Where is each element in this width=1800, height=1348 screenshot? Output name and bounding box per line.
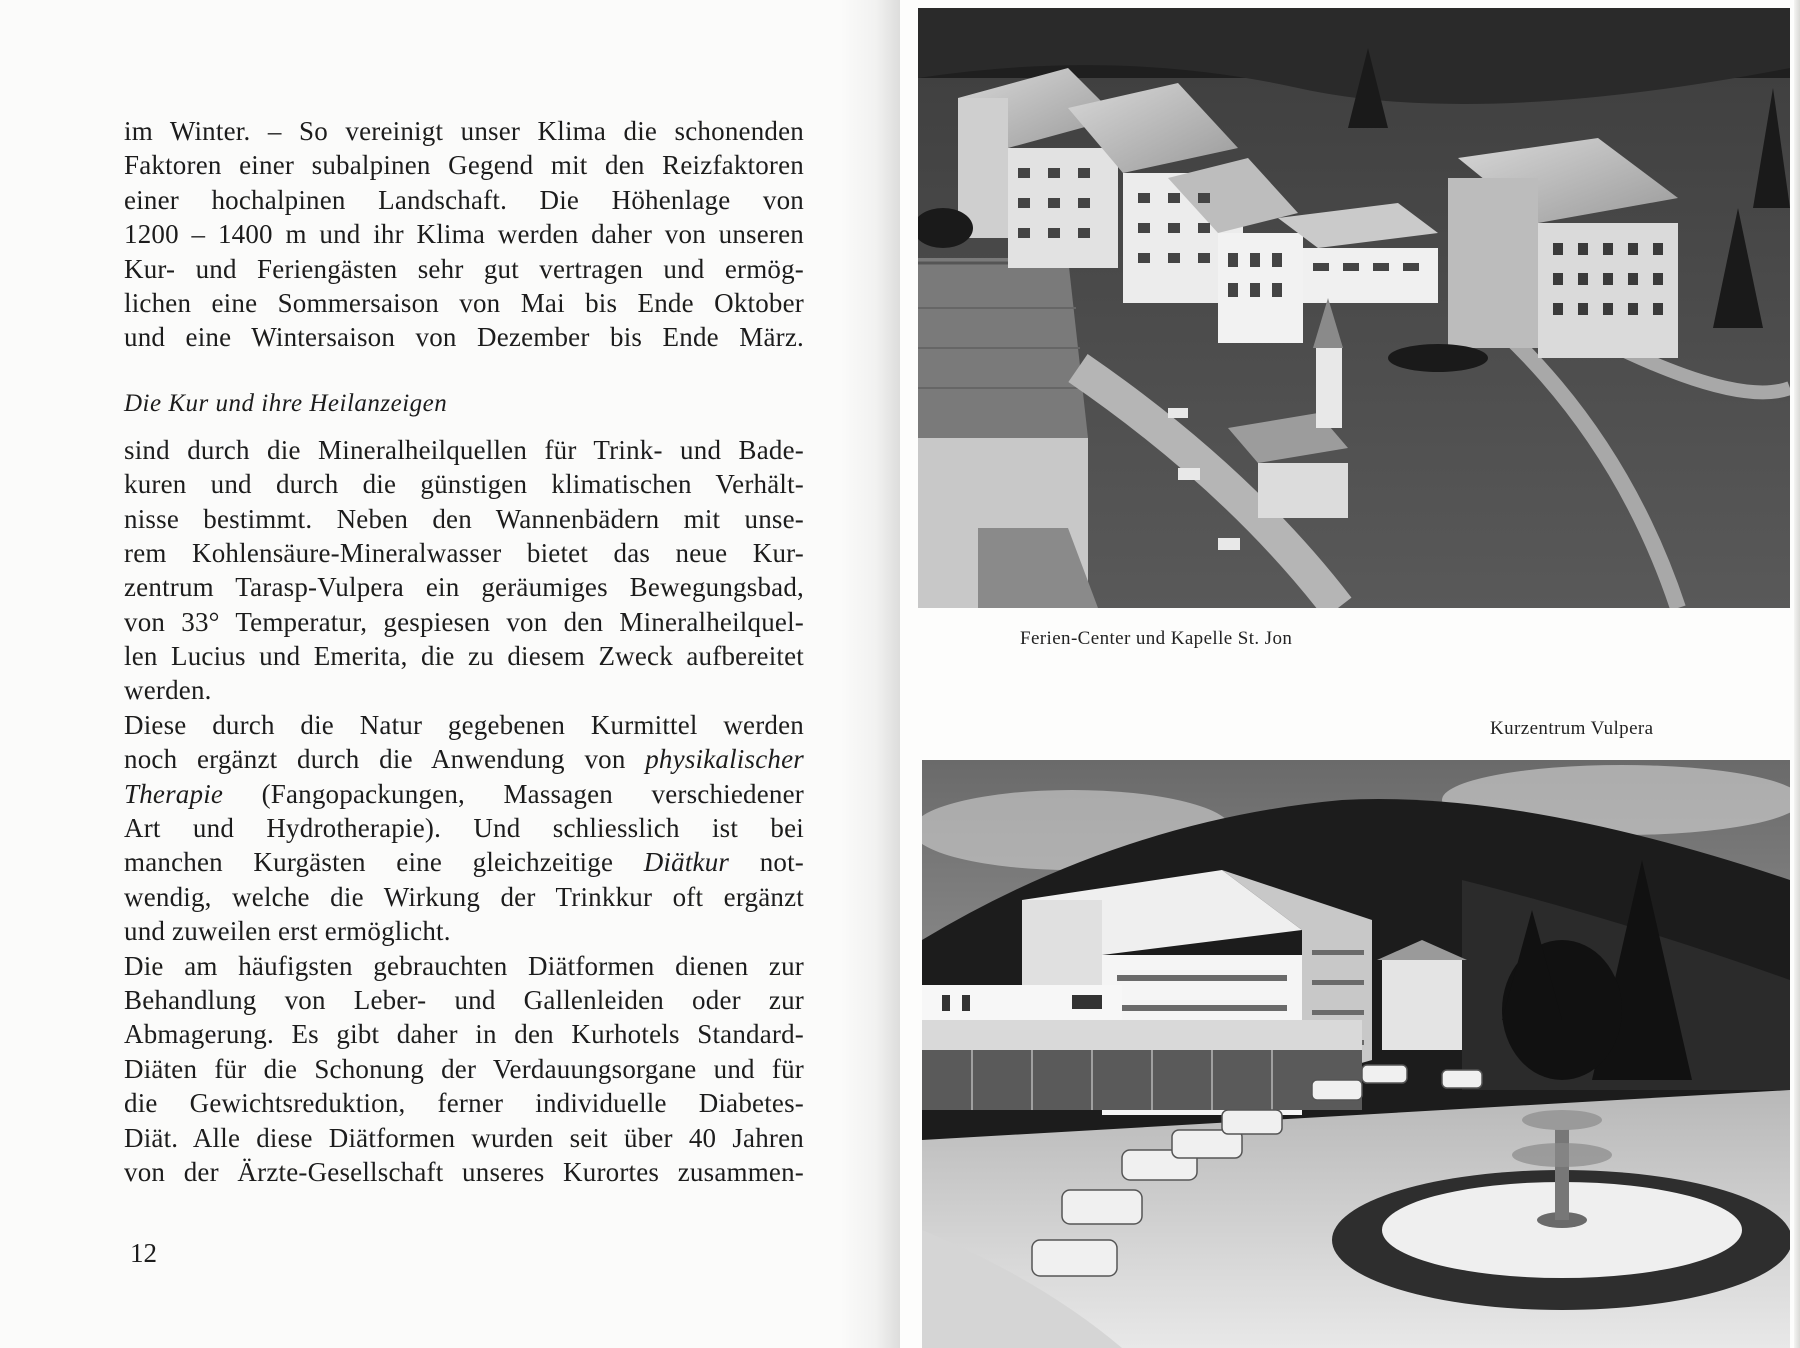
text-line: von der Ärzte-Gesellschaft unseres Kurortes zusammen- <box>124 1156 804 1187</box>
photo-ferien-center <box>918 8 1790 608</box>
text-line: Behandlung von Leber- und Gallenleiden oder zur <box>124 984 804 1015</box>
text-line: kuren und durch die günstigen klimatischen Verhält- <box>124 469 804 500</box>
text-line: Art und Hydrotherapie). Und schliesslich ist bei <box>124 813 804 844</box>
text-line: lichen eine Sommersaison von Mai bis Ende Oktober <box>124 287 804 318</box>
text-run: noch ergänzt durch die Anwendung von <box>124 744 646 775</box>
text-line: Diese durch die Natur gegebenen Kurmittel werden <box>124 709 804 740</box>
text-line: wendig, welche die Wirkung der Trinkkur oft ergänzt <box>124 881 804 912</box>
paragraph-3 <box>124 708 804 949</box>
body-text <box>124 114 804 1189</box>
text-line: Diät. Alle diese Diätformen wurden seit über 40 Jahren <box>124 1122 804 1153</box>
text-line-mixed <box>124 777 804 811</box>
text-line: werden. <box>124 675 212 706</box>
text-line: rem Kohlensäure-Mineralwasser bietet das neue Kur- <box>124 537 804 568</box>
page-edge <box>1794 0 1800 1348</box>
text-line-mixed <box>124 742 804 776</box>
text-line: und eine Wintersaison von Dezember bis Ende März. <box>124 322 804 353</box>
text-line: nisse bestimmt. Neben den Wannenbädern mit unse- <box>124 503 804 534</box>
text-line: Faktoren einer subalpinen Gegend mit den Reizfaktoren <box>124 150 804 181</box>
text-line: len Lucius und Emerita, die zu diesem Zweck aufbereitet <box>124 641 804 672</box>
text-line-mixed <box>124 845 804 879</box>
aerial-village-photo <box>918 8 1790 608</box>
italic-term: physikalischer <box>645 744 804 775</box>
text-line: und zuweilen erst ermöglicht. <box>124 916 451 947</box>
caption-ferien-center: Ferien-Center und Kapelle St. Jon <box>1020 628 1293 649</box>
photo-kurzentrum <box>922 760 1790 1348</box>
italic-term: Therapie <box>124 778 224 809</box>
text-line: sind durch die Mineralheilquellen für Trink- und Bade- <box>124 434 804 465</box>
text-line: Diäten für die Schonung der Verdauungsorgane und für <box>124 1053 804 1084</box>
text-line: Kur- und Feriengästen sehr gut vertragen und ermög- <box>124 253 804 284</box>
text-line: zentrum Tarasp-Vulpera ein geräumiges Bewegungsbad, <box>124 572 804 603</box>
text-line: einer hochalpinen Landschaft. Die Höhenlage von <box>124 184 804 215</box>
italic-term: Diätkur <box>643 847 730 878</box>
text-line: im Winter. – So vereinigt unser Klima die schonenden <box>124 116 804 146</box>
text-run: manchen Kurgästen eine gleichzeitige <box>124 847 644 878</box>
paragraph-1 <box>124 114 804 355</box>
text-line: von 33° Temperatur, gespiesen von den Mineralheilquel- <box>124 606 804 637</box>
paragraph-4 <box>124 949 804 1190</box>
section-heading: Die Kur und ihre Heilanzeigen <box>124 389 448 417</box>
text-line: die Gewichtsreduktion, ferner individuelle Diabetes- <box>124 1088 804 1119</box>
text-line: Abmagerung. Es gibt daher in den Kurhotels Standard- <box>124 1019 804 1050</box>
right-page <box>900 0 1800 1348</box>
text-line: 1200 – 1400 m und ihr Klima werden daher von unseren <box>124 219 804 250</box>
text-run: not- <box>729 847 804 878</box>
kurzentrum-building-photo <box>922 760 1790 1348</box>
caption-kurzentrum: Kurzentrum Vulpera <box>1490 718 1654 739</box>
text-run: (Fangopackungen, Massagen verschiedener <box>223 778 804 809</box>
page-number: 12 <box>130 1238 157 1268</box>
paragraph-2 <box>124 433 804 708</box>
gutter-shadow <box>840 0 900 1348</box>
text-line: Die am häufigsten gebrauchten Diätformen dienen zur <box>124 950 804 981</box>
